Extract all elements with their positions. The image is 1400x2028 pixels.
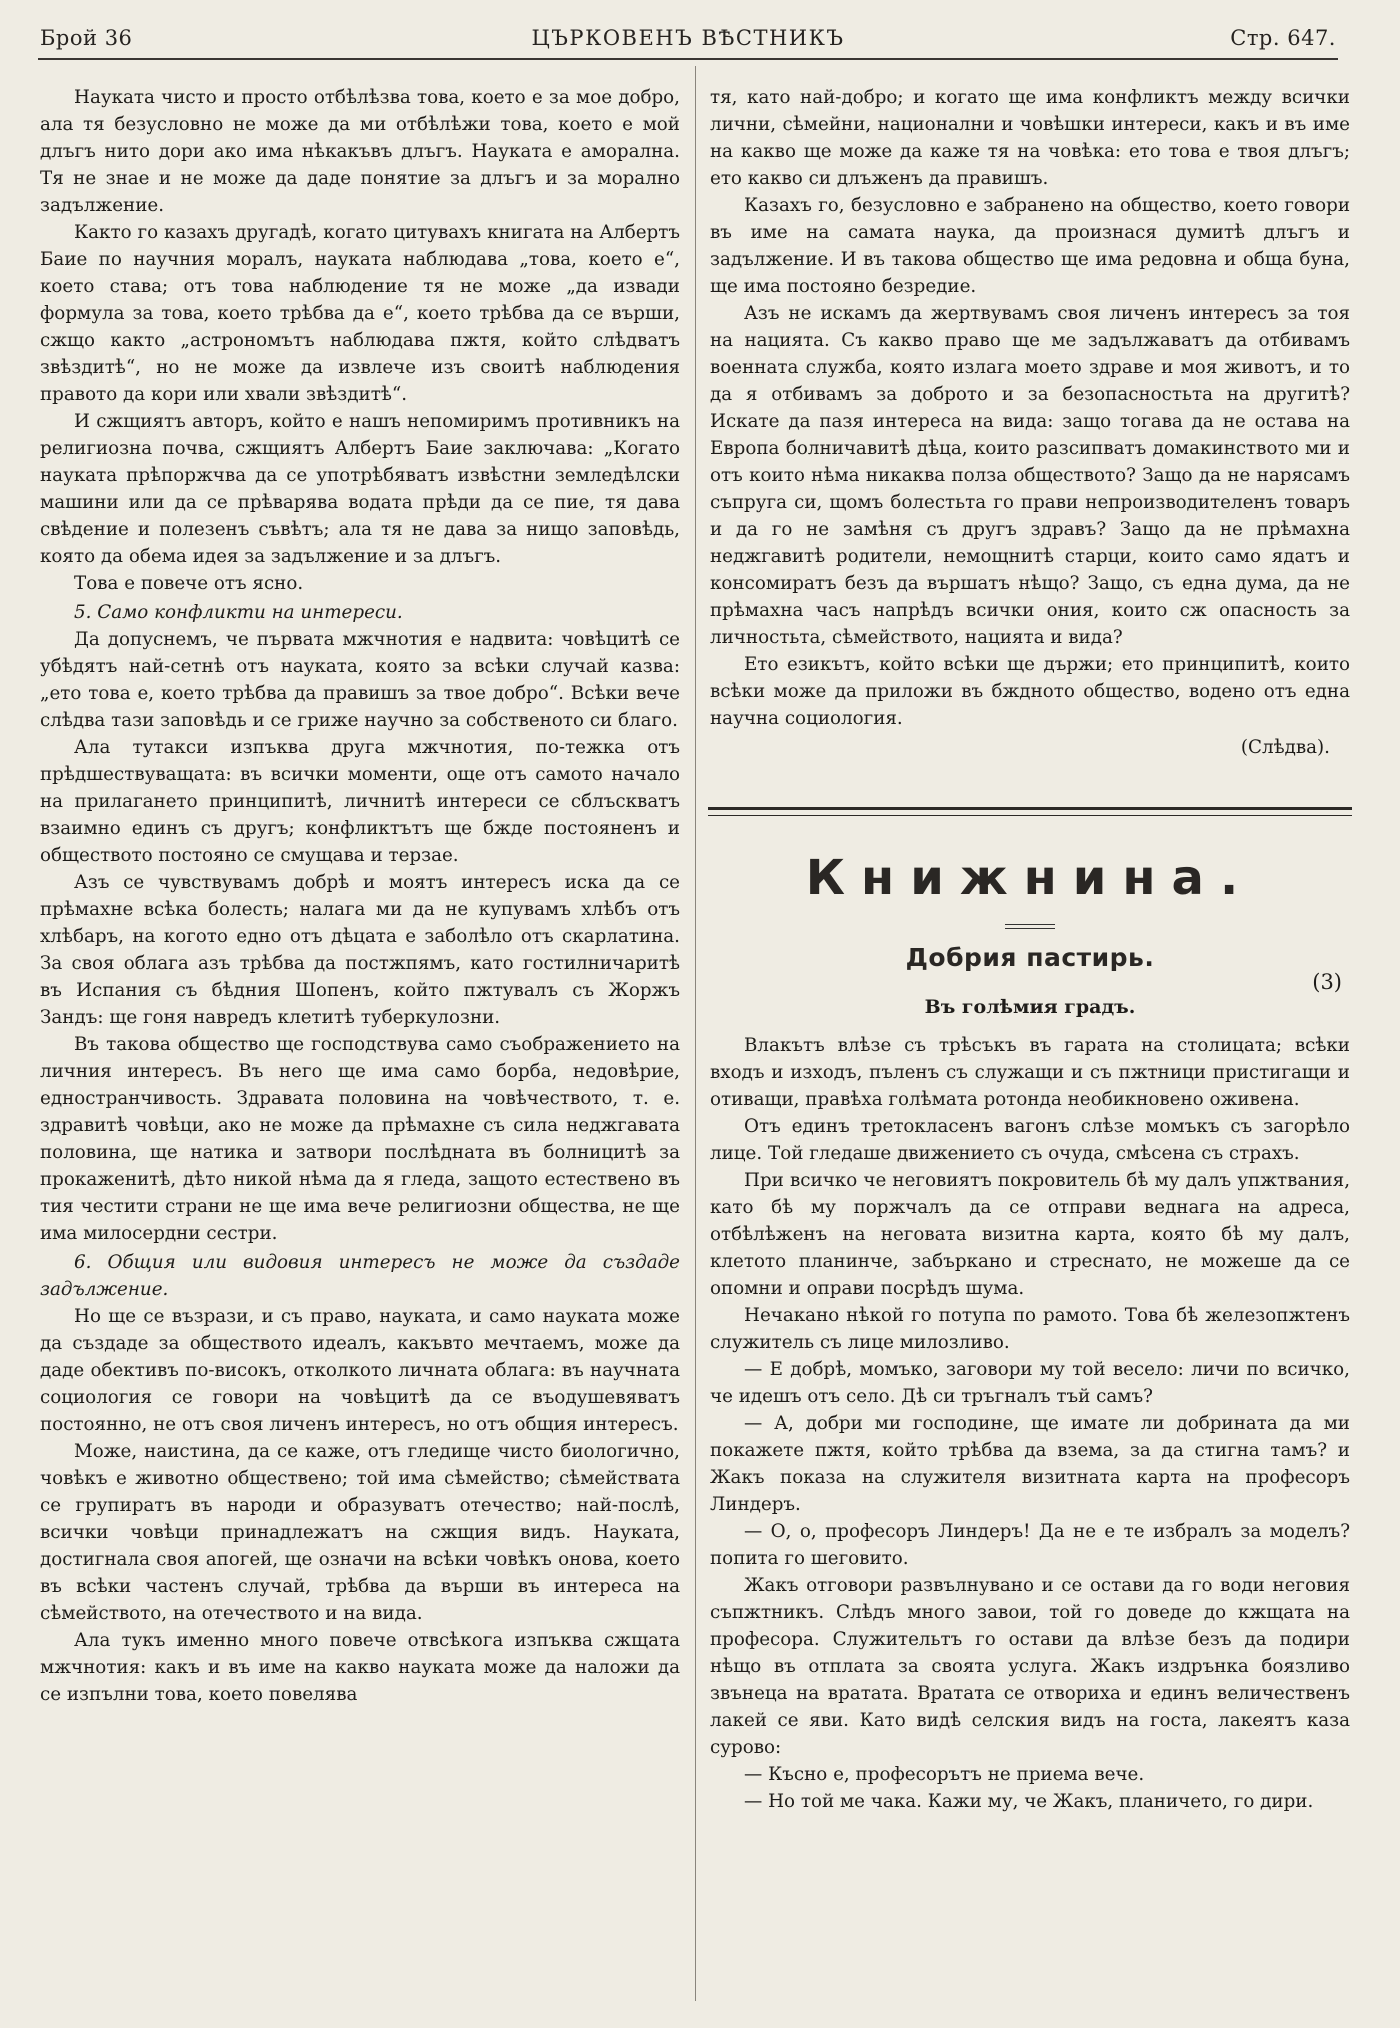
paragraph: — О, о, професоръ Линдеръ! Да не е те избралъ за моделъ? попита го шеговито. xyxy=(710,1521,1350,1569)
paragraph: Нечакано нѣкой го потупа по рамото. Това бѣ железопжтенъ служитель съ лице милозливо. xyxy=(710,1305,1350,1353)
section-title: Книжнина. xyxy=(805,850,1255,906)
paragraph: Азъ се чувствувамъ добрѣ и моятъ интересъ иска да се прѣмахне всѣка болесть; налага ми да не купувамъ хлѣбъ отъ хлѣбаръ, на когото едно отъ дѣцата е заболѣло отъ скарлатина. За своя облага азъ трѣбва да постжпямъ, като гостилничаритѣ въ Испания съ бѣдния Шопенъ, който пжтувалъ съ Жоржъ Зандъ: ще гоня навредъ клетитѣ туберкулозни. xyxy=(40,872,680,1028)
section-divider-rule xyxy=(708,807,1352,816)
paragraph: Ето езикътъ, който всѣки ще държи; ето принципитѣ, които всѣки може да приложи въ бждното общество, водено отъ една научна социология. xyxy=(710,654,1350,729)
paragraph: Но ще се възрази, и съ право, науката, и само науката може да създаде за обществото идеалъ, какъвто мечтаемъ, може да даде обективъ по-високъ, отколкото личната облага: въ научната социология се говори на човѣцитѣ да се въодушевяватъ постоянно, не отъ своя личенъ интересъ, но отъ общия интересъ. xyxy=(40,1306,680,1435)
paragraph: Въ такова общество ще господствува само съображението на личния интересъ. Въ него ще има само борба, недовѣрие, едностранчивость. Здравата половина на човѣчеството, т. е. здравитѣ човѣци, ако не може да прѣмахне съ сила неджгавата половина, ще натика и затвори послѣдната въ болницитѣ за прокаженитѣ, дѣто никой нѣма да я гледа, защото естествено въ тия честити страни не ще има вече религиозни общества, не ще има милосердни сестри. xyxy=(40,1034,680,1244)
header-rule xyxy=(38,58,1338,60)
paragraph: Това е повече отъ ясно. xyxy=(74,573,304,594)
paragraph: Ала тукъ именно много повече отвсѣкога изпъква сжщата мжчнотия: какъ и въ име на какво науката може да наложи да се изпълни това, което повелява xyxy=(40,1630,680,1705)
paragraph: Влакътъ влѣзе съ трѣсъкъ въ гарата на столицата; всѣки входъ и изходъ, пъленъ съ служащи и съ пжтници пристигащи и отиващи, правѣха голѣмата ротонда необикновено оживена. xyxy=(710,1035,1350,1110)
paragraph: — Но той ме чака. Кажи му, че Жакъ, планичето, го дири. xyxy=(744,1791,1314,1812)
paragraph: Както го казахъ другадѣ, когато цитувахъ книгата на Албертъ Баие по научния моралъ, науката наблюдава „това, което е“, което става; отъ това наблюдение тя не може „да извади формула за това, което трѣбва да е“, което трѣбва да се върши, сжщо както „астрономътъ наблюдава пжтя, който слѣдватъ звѣздитѣ“, но не може да извлече изъ своитѣ наблюдения правото да кори или хвали звѣздитѣ“. xyxy=(40,222,680,405)
paragraph: Може, наистина, да се каже, отъ гледище чисто биологично, човѣкъ е животно обществено; той има сѣмейство; сѣмействата се групиратъ въ народи и образуватъ отечество; най-послѣ, всички човѣци принадлежатъ на сжщия видъ. Науката, достигнала своя апогей, ще означи на всѣки човѣкъ онова, което въ всѣки частенъ случай, трѣбва да върши въ интереса на сѣмейството, на отечеството и на вида. xyxy=(40,1441,680,1624)
paragraph: Казахъ го, безусловно е забранено на общество, което говори въ име на самата наука, да произнася думитѣ длъгъ и задължение. И въ такова общество ще има редовна и обща буна, ще има постояно безредие. xyxy=(710,195,1350,297)
page-header xyxy=(38,22,1338,58)
page-number: Стр. 647. xyxy=(1230,26,1336,50)
paragraph: При всичко че неговиятъ покровитель бѣ му далъ упжтвания, като бѣ му поржчалъ да се отправи веднага на адреса, отбѣлѣженъ на неговата визитна карта, която бѣ му далъ, клетото планинче, забъркано и стреснато, не можеше да се опомни и оправи посрѣдъ шума. xyxy=(710,1170,1350,1299)
section-heading-6: 6. Общия или видовия интересъ не може да създаде задължение. xyxy=(40,1252,680,1300)
paragraph: — А, добри ми господине, ще имате ли добрината да ми покажете пжтя, който трѣбва да взема, за да стигна тамъ? и Жакъ показа на служителя визитната карта на професоръ Линдеръ. xyxy=(710,1413,1350,1515)
paragraph: — Е добрѣ, момъко, заговори му той весело: личи по всичко, че идешъ отъ село. Дѣ си тръгналъ тъй самъ? xyxy=(710,1359,1350,1407)
column-divider xyxy=(695,66,696,2001)
story-part-number: (3) xyxy=(1312,970,1342,994)
paragraph: тя, като най-добро; и когато ще има конфликтъ между всички лични, сѣмейни, национални и човѣшки интереси, какъ и въ име на какво ще може да каже тя на човѣка: ето това е твоя длъгъ; ето какво си длъженъ да правишъ. xyxy=(710,87,1350,189)
paragraph: Да допуснемъ, че първата мжчнотия е надвита: човѣцитѣ се убѣдятъ най-сетнѣ отъ науката, която за всѣки случай казва: „ето това е, което трѣбва да правишъ за твое добро“. Всѣки вече слѣдва тази заповѣдь и се грижe научно за собственото си благо. xyxy=(40,629,680,731)
chapter-title: Въ голѣмия градъ. xyxy=(924,996,1136,1018)
to-be-continued: (Слѣдва). xyxy=(1240,737,1330,758)
paragraph: И сжщиятъ авторъ, който е нашъ непомиримъ противникъ на религиозна почва, сжщиятъ Албертъ Баие заключава: „Когато науката прѣпоржчва да се употрѣбяватъ извѣстни земледѣлски машини или да се прѣварява водата прѣди да се пие, тя дава свѣдение и полезенъ съвѣтъ; ала тя не дава за нищо заповѣдь, която да обема идея за задължение и за длъгъ. xyxy=(40,411,680,567)
issue-number: Брой 36 xyxy=(40,26,133,50)
paragraph: Жакъ отговори развълнувано и се остави да го води неговия съпжтникъ. Слѣдъ много завои, той го доведе до кжщата на професора. Служительтъ го остави да влѣзе безъ да подири нѣщо въ отплата за своята услуга. Жакъ издрънка боязливо звънеца на вратата. Вратата се отвориха и единъ величественъ лакей се яви. Като видѣ селския видъ на госта, лакеятъ каза сурово: xyxy=(710,1575,1350,1758)
paragraph: Науката чисто и просто отбѣлѣзва това, което е за мое добро, ала тя безусловно не може да ми отбѣлѣжи това, което е мой длъгъ нито дори ако има нѣкакъвъ длъгъ. Науката е аморална. Тя не знае и не може да даде понятие за длъгъ и за морално задължение. xyxy=(40,87,680,216)
paragraph: Отъ единъ третокласенъ вагонъ слѣзе момъкъ съ загорѣло лице. Той гледаше движението съ очуда, смѣсена съ страхъ. xyxy=(710,1116,1350,1164)
section-heading-5: 5. Само конфликти на интереси. xyxy=(74,602,403,623)
left-column xyxy=(40,84,680,1708)
paragraph: Азъ не искамъ да жертвувамъ своя личенъ интересъ за тоя на нацията. Съ какво право ще ме задължаватъ да отбивамъ военната служба, която излага моето здраве и моя животъ, и то да я отбивамъ за доброто и за безопасностьта на другитѣ? Искате да пазя интереса на вида: защо тогава да не остава на Европа болничавитѣ дѣца, които разсипватъ домакинството ми и отъ които нѣма никаква полза обществото? Защо да не нарясамъ съпруга си, щомъ болестьта го прави непроизводителенъ товаръ и да го не замѣня съ другъ здравъ? Защо да не прѣмахна неджгавитѣ родители, немощнитѣ старци, които само ядатъ и консомиратъ безъ да вършатъ нѣщо? Защо, съ една дума, да не прѣмахна часъ напрѣдъ всички ония, които сж опасность за личностьта, сѣмейството, нацията и вида? xyxy=(710,303,1350,648)
paragraph: — Късно е, професорътъ не приема вече. xyxy=(744,1764,1145,1785)
ornament-rule xyxy=(1005,924,1055,929)
paragraph: Ала тутакси изпъква друга мжчнотия, по-тежка отъ прѣдшествуващата: въ всички моменти, още отъ самото начало на прилагането принципитѣ, личнитѣ интереси се сблъскватъ взаимно единъ съ другъ; конфликтътъ ще бжде постояненъ и обществото постояно се смущава и терзае. xyxy=(40,737,680,866)
right-column xyxy=(710,84,1350,1815)
story-title: Добрия пастирь. xyxy=(905,943,1155,972)
newspaper-title: ЦЪРКОВЕНЪ ВѢСТНИКЪ xyxy=(531,26,845,50)
